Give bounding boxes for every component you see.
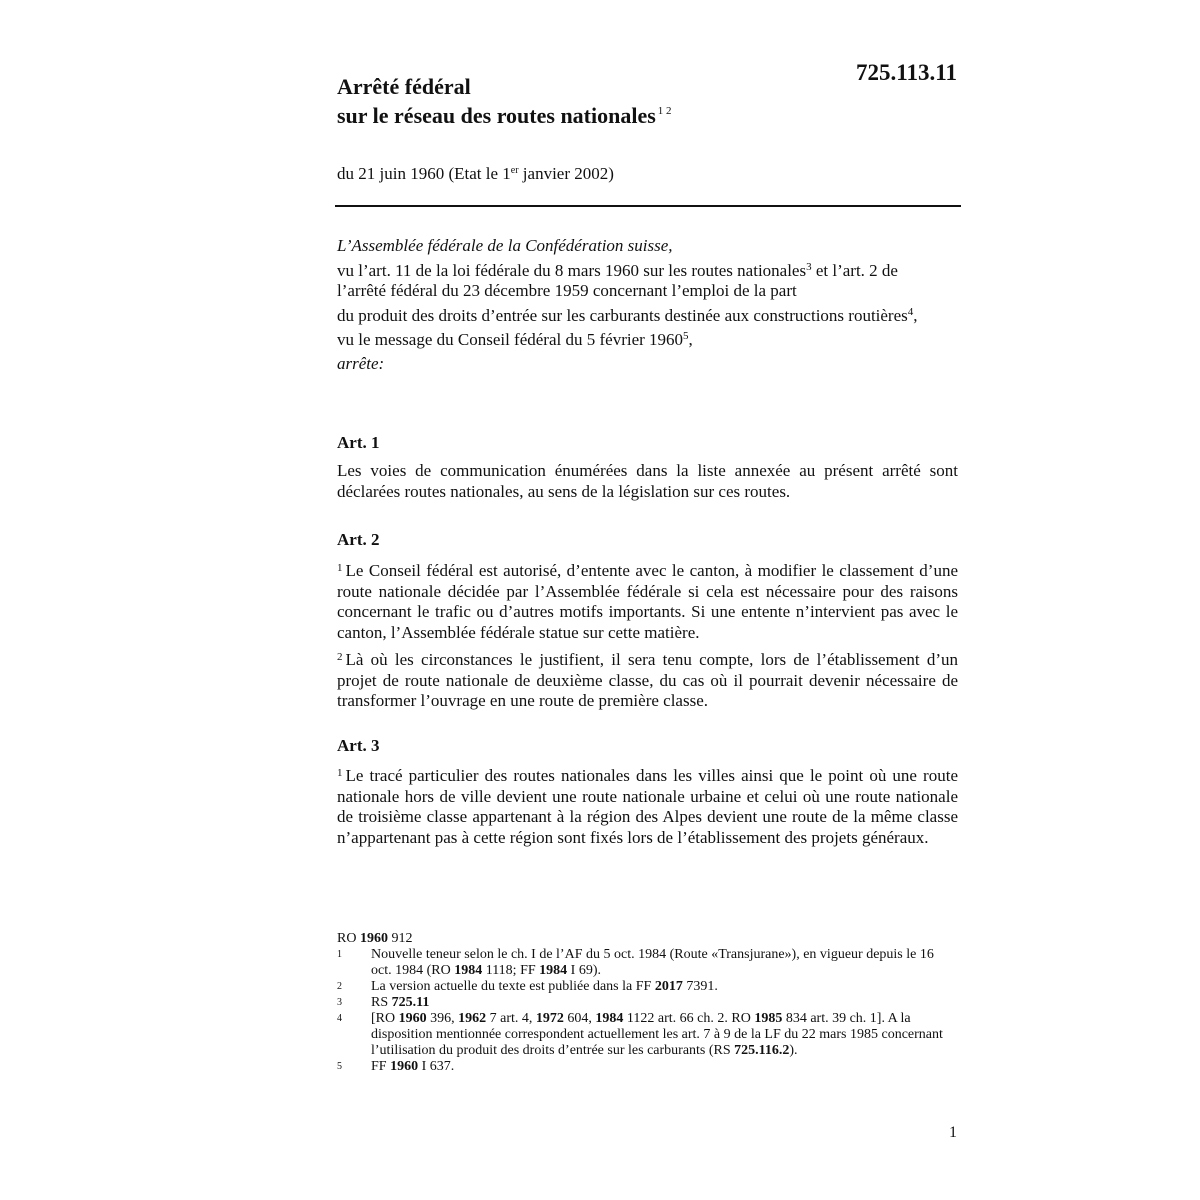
footnotes bbox=[337, 931, 957, 1075]
article-1-text: Les voies de communication énumérées dans la liste annexée au présent arrêté sont déclarées routes nationales, au sens de la législation sur ces routes. bbox=[337, 461, 958, 501]
footnote-4: 4 [RO 1960 396, 1962 7 art. 4, 1972 604, 1984 1122 art. 66 ch. 2. RO 1985 834 art. 39 ch. 1]. A la disposition mentionnée correspondent actuellement les art. 7 à 9 de la LF du 22 mars 1985 concernant l’utilisation du produit des droits d’entrée sur les carburants (RS 725.116.2). bbox=[337, 1011, 943, 1058]
article-1-heading: Art. 1 bbox=[337, 433, 380, 452]
footnote-ref[interactable]: 5 bbox=[683, 330, 689, 342]
preamble-decree: arrête: bbox=[337, 353, 385, 373]
footnote-ref[interactable]: 3 bbox=[806, 260, 812, 273]
preamble-line: l’arrêté fédéral du 23 décembre 1959 concernant l’emploi de la part bbox=[337, 281, 797, 300]
preamble-line: vu l’art. 11 de la loi fédérale du 8 mars 1960 sur les routes nationales$^3$ et l’art. 2 de bbox=[337, 260, 898, 280]
footnote-3: 3 RS 725.11 bbox=[337, 995, 430, 1010]
article-3-heading: Art. 3 bbox=[337, 736, 380, 755]
footnote-5: 5 FF 1960 I 637. bbox=[337, 1059, 455, 1074]
title-line-2: sur le réseau des routes nationales $^{1 2}$ bbox=[337, 103, 672, 128]
article-2-heading: Art. 2 bbox=[337, 530, 380, 549]
article-2-para-2: $^2$ Là où les circonstances le justifient, il sera tenu compte, lors de l’établissement d’un projet de route nationale de deuxième classe, du cas où il pourrait devenir nécessaire de transformer l’ouvrage en une route de première classe. bbox=[337, 650, 958, 710]
article-3-para-1: $^1$ Le tracé particulier des routes nationales dans les villes ainsi que le point où une route nationale hors de ville devient une route nationale urbaine et celui où une route nationale de troisième classe appartenant à la région des Alpes devient une route de la même classe n’appartenant pas à cette région sont fixés lors de l’établissement des projets généraux. bbox=[337, 766, 958, 847]
preamble-assembly: L’Assemblée fédérale de la Confédération suisse, bbox=[337, 236, 673, 255]
document-date: du 21 juin 1960 (Etat le 1er janvier 2002) bbox=[337, 164, 614, 183]
header-rule bbox=[335, 205, 961, 207]
footnote-2: 2 La version actuelle du texte est publiée dans la FF 2017 7391. bbox=[337, 979, 718, 994]
footnote-ref[interactable]: 4 bbox=[907, 305, 914, 318]
sr-number: 725.113.11 bbox=[856, 60, 957, 85]
footnote-ro: RO 1960 912 bbox=[337, 931, 413, 946]
footnote-1: 1 Nouvelle teneur selon le ch. I de l’AF du 5 oct. 1984 (Route «Transjurane»), en vigueur depuis le 16 oct. 1984 (RO 1984 1118; FF 1984 I 69). bbox=[337, 947, 934, 978]
preamble-line: du produit des droits d’entrée sur les carburants destinée aux constructions routières$^4$, bbox=[337, 305, 918, 325]
preamble bbox=[337, 236, 977, 374]
page-number: 1 bbox=[949, 1124, 957, 1141]
preamble-line: vu le message du Conseil fédéral du 5 février 1960$^5$, bbox=[337, 330, 693, 349]
document-title bbox=[337, 74, 672, 128]
title-footnote-refs[interactable]: 1 2 bbox=[657, 105, 672, 117]
article-2-para-1: $^1$ Le Conseil fédéral est autorisé, d’entente avec le canton, à modifier le classement d’une route nationale décidée par l’Assemblée fédérale si cela est nécessaire pour des raisons concernant le trafic ou d’autres motifs importants. Si une entente n’intervient pas avec le canton, l’Assemblée fédérale statue sur cette matière. bbox=[337, 561, 958, 642]
title-line-1: Arrêté fédéral bbox=[337, 74, 471, 99]
